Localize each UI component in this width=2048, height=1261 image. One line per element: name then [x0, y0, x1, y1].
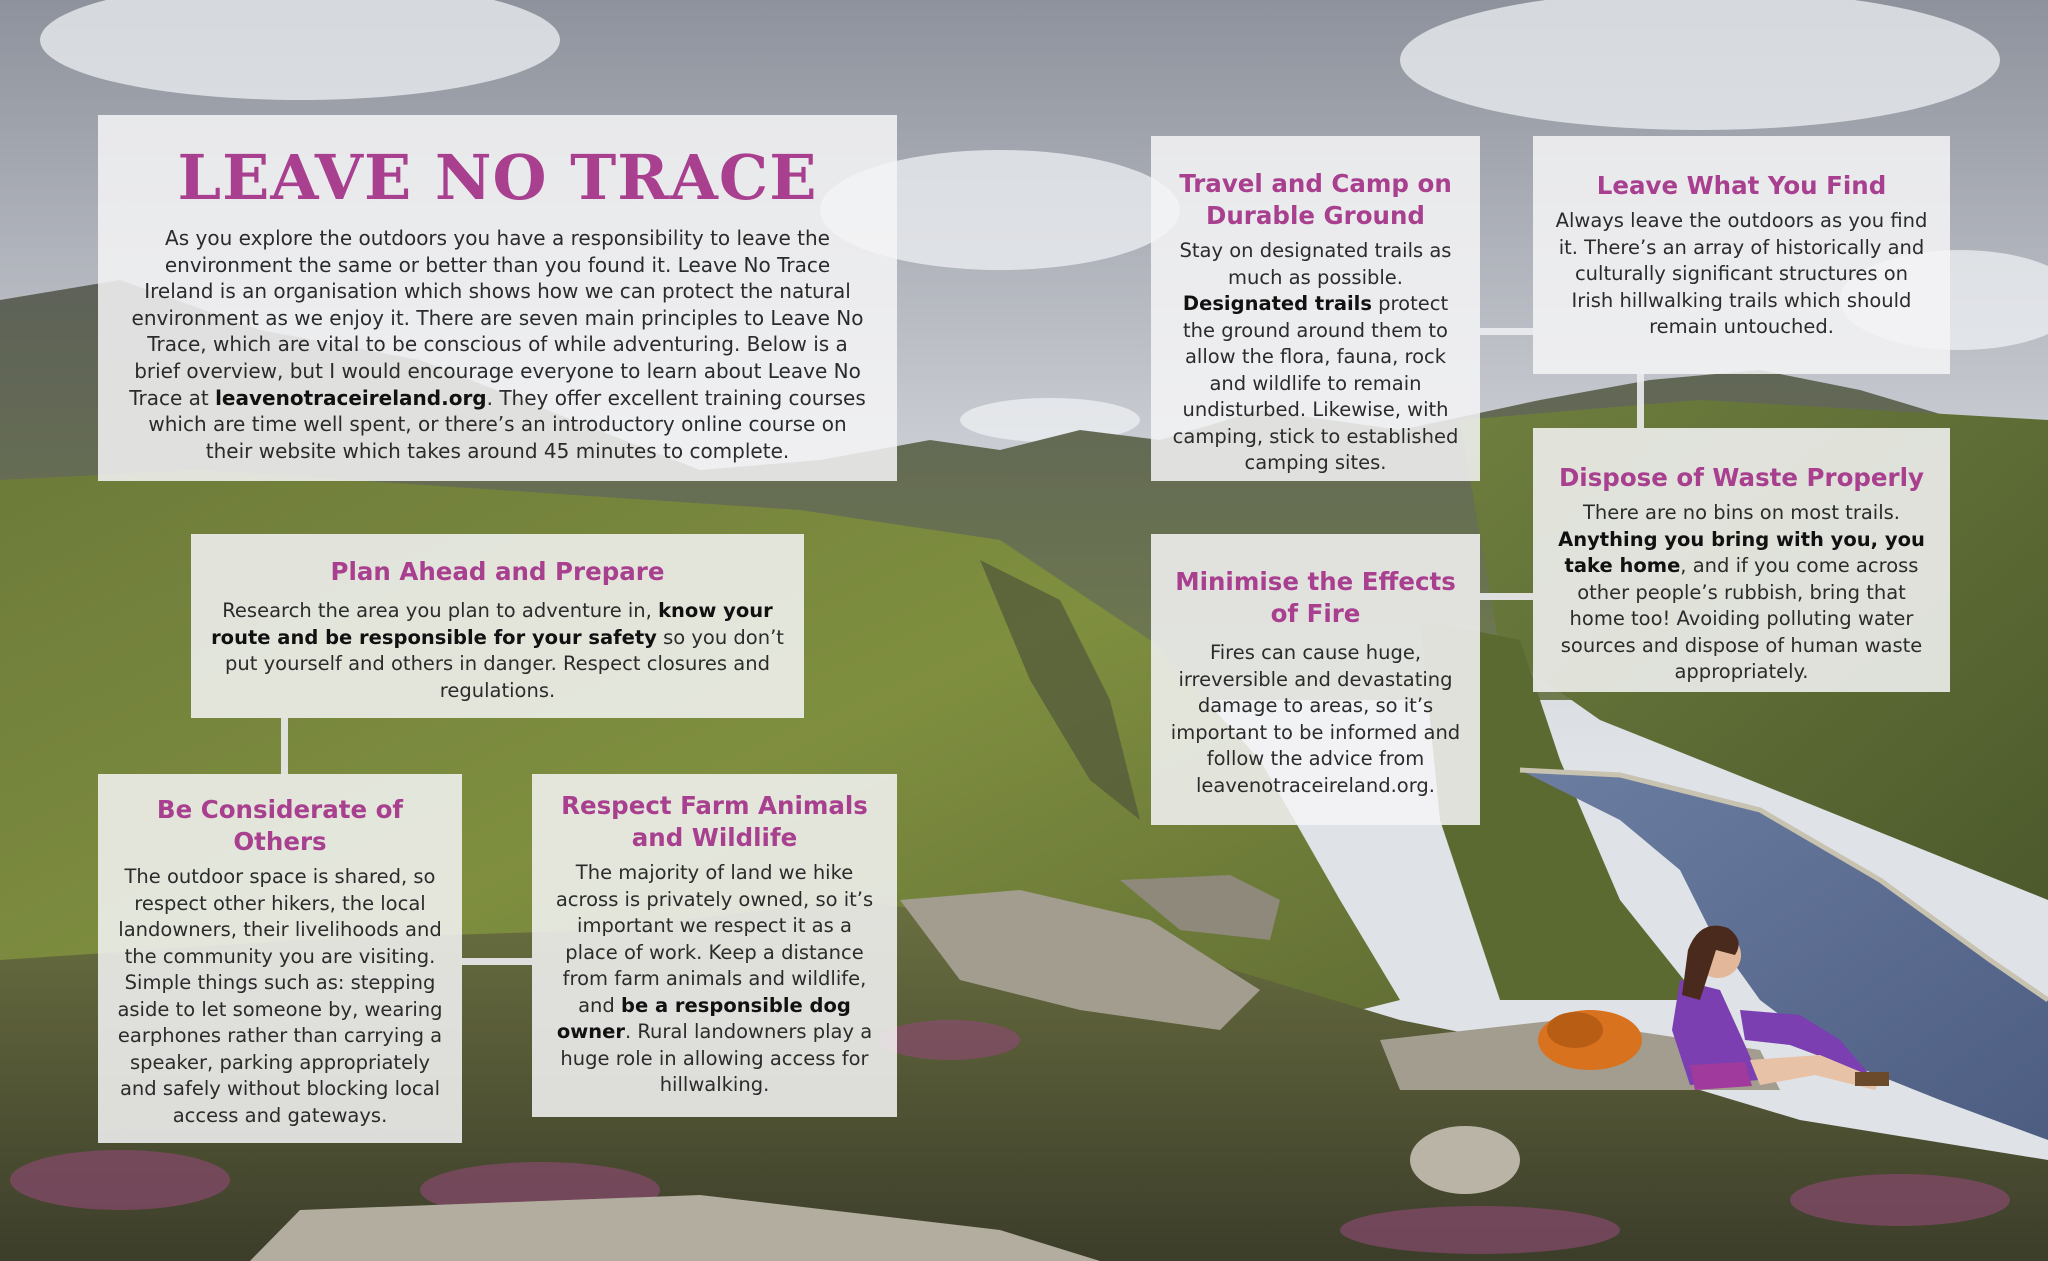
principle-fire-text: Fires can cause huge, irreversible and devastating damage to areas, so it’s important to be informed and follow the advice from leavenotraceireland.org.: [1170, 641, 1461, 797]
principle-farm-title: Respect Farm Animals and Wildlife: [561, 791, 868, 852]
principle-fire-title: Minimise the Effects of Fire: [1175, 567, 1456, 628]
connector-fire-waste: [1480, 593, 1533, 600]
principle-waste-text: There are no bins on most trails. Anything you bring with you, you take home, and if you come across other people’s rubbish, bring that home too! Avoiding polluting water sources and dispose of human waste appropriately.: [1558, 501, 1925, 683]
principle-waste-card: [1533, 428, 1950, 692]
connector-plan-considerate: [281, 718, 288, 774]
principle-considerate-text: The outdoor space is shared, so respect other hikers, the local landowners, their livelihoods and the community you are visiting. Simple things such as: stepping aside to let someone by, wearing earphones rather than carrying a speaker, parking appropriately and safely without blocking local access and gateways.: [117, 865, 443, 1127]
principle-find-title: Leave What You Find: [1596, 171, 1887, 200]
principle-durable-card: [1151, 136, 1480, 481]
principle-considerate-title: Be Considerate of Others: [156, 795, 404, 856]
principle-plan-title: Plan Ahead and Prepare: [330, 557, 665, 586]
page-title: LEAVE NO TRACE: [177, 141, 818, 214]
connector-durable-find: [1480, 328, 1533, 335]
principle-find-text: Always leave the outdoors as you find it. There’s an array of historically and culturally significant structures on Irish hillwalking trails which should remain untouched.: [1555, 209, 1928, 338]
principle-fire-card: [1151, 534, 1480, 825]
connector-find-waste: [1637, 374, 1644, 428]
principle-plan-text: Research the area you plan to adventure in, know your route and be responsible for your safety so you don’t put yourself and others in danger. Respect closures and regulations.: [211, 599, 784, 702]
principle-plan-card: [191, 534, 804, 718]
intro-card: [98, 115, 897, 481]
principle-waste-title: Dispose of Waste Properly: [1558, 463, 1925, 492]
intro-text: As you explore the outdoors you have a responsibility to leave the environment the same or better than you found it. Leave No Trace Ireland is an organisation which shows how we can protect the natural environment as we enjoy it. There are seven main principles to Leave No Trace, which are vital to be conscious of while adventuring. Below is a brief overview, but I would encourage everyone to learn about Leave No Trace at leavenotraceireland.org. They offer excellent training courses which are time well spent, or there’s an introductory online course on their website which takes around 45 minutes to complete.: [129, 226, 866, 463]
principle-considerate-card: [98, 774, 462, 1143]
principle-durable-title: Travel and Camp on Durable Ground: [1179, 169, 1452, 230]
principle-farm-text: The majority of land we hike across is privately owned, so it’s important we respect it as a place of work. Keep a distance from farm animals and wildlife, and be a responsible dog owner. Rural landowners play a huge role in allowing access for hillwalking.: [555, 861, 874, 1096]
principle-farm-card: [532, 774, 897, 1117]
principle-durable-text: Stay on designated trails as much as possible. Designated trails protect the ground around them to allow the flora, fauna, rock and wildlife to remain undisturbed. Likewise, with camping, stick to established camping sites.: [1172, 239, 1459, 474]
intro-link[interactable]: leavenotraceireland.org: [215, 385, 487, 410]
connector-considerate-farm: [462, 958, 532, 965]
principle-find-card: [1533, 136, 1950, 374]
